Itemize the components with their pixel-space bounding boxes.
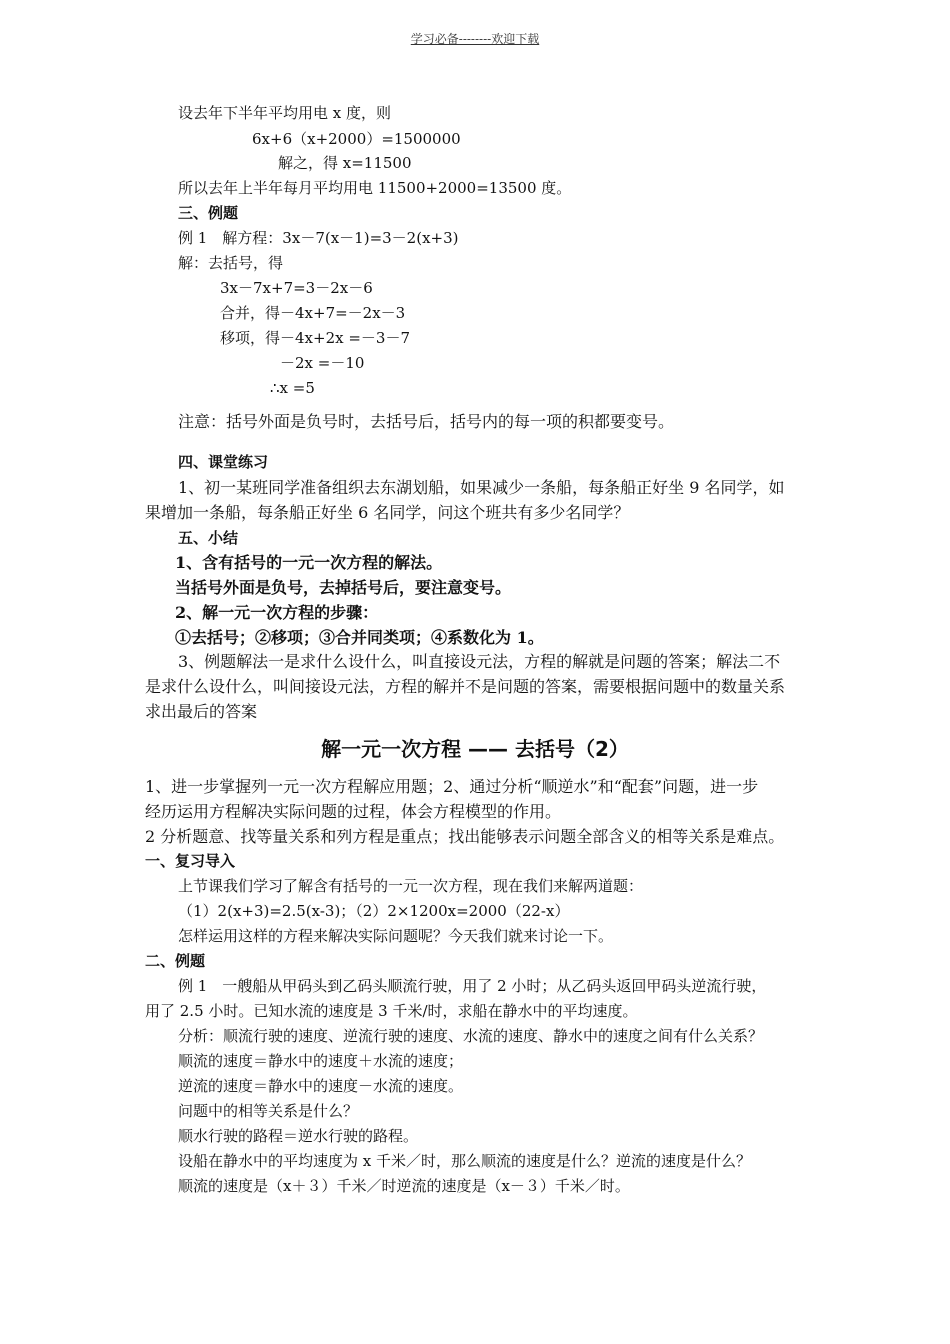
- text-line: 顺流的速度＝静水中的速度＋水流的速度；: [178, 1052, 464, 1070]
- example-line: 例 1 解方程：3x－7(x－1)=3－2(x+3): [178, 229, 459, 247]
- summary-line: 当括号外面是负号，去掉括号后，要注意变号。: [175, 578, 512, 597]
- equation-line: 3x－7x+7=3－2x－6: [220, 279, 373, 297]
- summary-line: 2、解一元一次方程的步骤：: [175, 603, 379, 622]
- text-line: 1、初一某班同学准备组织去东湖划船，如果减少一条船，每条船正好坐 9 名同学，如: [178, 478, 785, 497]
- text-line: 逆流的速度＝静水中的速度－水流的速度。: [178, 1077, 464, 1095]
- text-line: 顺流的速度是（x＋３）千米／时逆流的速度是（x－３）千米／时。: [178, 1177, 630, 1195]
- summary-line: ①去括号；②移项；③合并同类项；④系数化为 1。: [175, 628, 544, 647]
- equation-line: ∴x =5: [270, 379, 315, 397]
- text-line: 分析：顺流行驶的速度、逆流行驶的速度、水流的速度、静水中的速度之间有什么关系？: [178, 1027, 764, 1045]
- equation-line: 移项，得－4x+2x =－3－7: [220, 329, 410, 347]
- text-line: 解：去括号，得: [178, 254, 284, 272]
- text-line: 设船在静水中的平均速度为 x 千米／时，那么顺流的速度是什么？逆流的速度是什么？: [178, 1152, 751, 1170]
- text-line: 3、例题解法一是求什么设什么，叫直接设元法，方程的解就是问题的答案；解法二不: [178, 652, 781, 671]
- text-line: 上节课我们学习了解含有括号的一元一次方程，现在我们来解两道题：: [178, 877, 644, 895]
- equation-line: （1）2(x+3)=2.5(x-3)；（2）2×1200x=2000（22-x）: [178, 902, 570, 920]
- text-line: 设去年下半年平均用电 x 度，则: [178, 104, 391, 122]
- text-line: 经历运用方程解决实际问题的过程，体会方程模型的作用。: [145, 802, 562, 821]
- text-line: 怎样运用这样的方程来解决实际问题呢？今天我们就来讨论一下。: [178, 927, 614, 945]
- equation-line: －2x =－10: [280, 354, 365, 372]
- text-line: 所以去年上半年每月平均用电 11500+2000=13500 度。: [178, 179, 572, 197]
- text-line: 求出最后的答案: [145, 702, 258, 721]
- text-line: 是求什么设什么，叫间接设元法，方程的解并不是问题的答案，需要根据问题中的数量关系: [145, 677, 786, 696]
- text-line: 1、进一步掌握列一元一次方程解应用题；2、通过分析“顺逆水”和“配套”问题，进一步: [145, 777, 759, 796]
- equation-line: 合并，得－4x+7=－2x－3: [220, 304, 406, 322]
- equation-line: 解之，得 x=11500: [278, 154, 412, 172]
- note-line: 注意：括号外面是负号时，去括号后，括号内的每一项的积都要变号。: [178, 412, 675, 431]
- page-header: 学习必备--------欢迎下载: [410, 32, 540, 46]
- equation-line: 6x+6（x+2000）=1500000: [252, 130, 461, 148]
- section-heading: 二、例题: [145, 952, 206, 970]
- lesson-title: 解一元一次方程 —— 去括号（2）: [321, 737, 629, 761]
- section-heading: 一、复习导入: [145, 852, 236, 870]
- text-line: 问题中的相等关系是什么？: [178, 1102, 359, 1120]
- example-line: 用了 2.5 小时。已知水流的速度是 3 千米/时，求船在静水中的平均速度。: [145, 1002, 638, 1020]
- text-line: 2 分析题意、找等量关系和列方程是重点；找出能够表示问题全部含义的相等关系是难点。: [145, 827, 785, 846]
- section-heading: 五、小结: [178, 529, 239, 547]
- text-line: 顺水行驶的路程＝逆水行驶的路程。: [178, 1127, 419, 1145]
- example-line: 例 1 一艘船从甲码头到乙码头顺流行驶，用了 2 小时；从乙码头返回甲码头逆流行驶，: [178, 977, 767, 995]
- section-heading: 三、例题: [178, 204, 239, 222]
- section-heading: 四、课堂练习: [178, 453, 269, 471]
- summary-line: 1、含有括号的一元一次方程的解法。: [175, 553, 443, 572]
- text-line: 果增加一条船，每条船正好坐 6 名同学，问这个班共有多少名同学？: [145, 503, 630, 522]
